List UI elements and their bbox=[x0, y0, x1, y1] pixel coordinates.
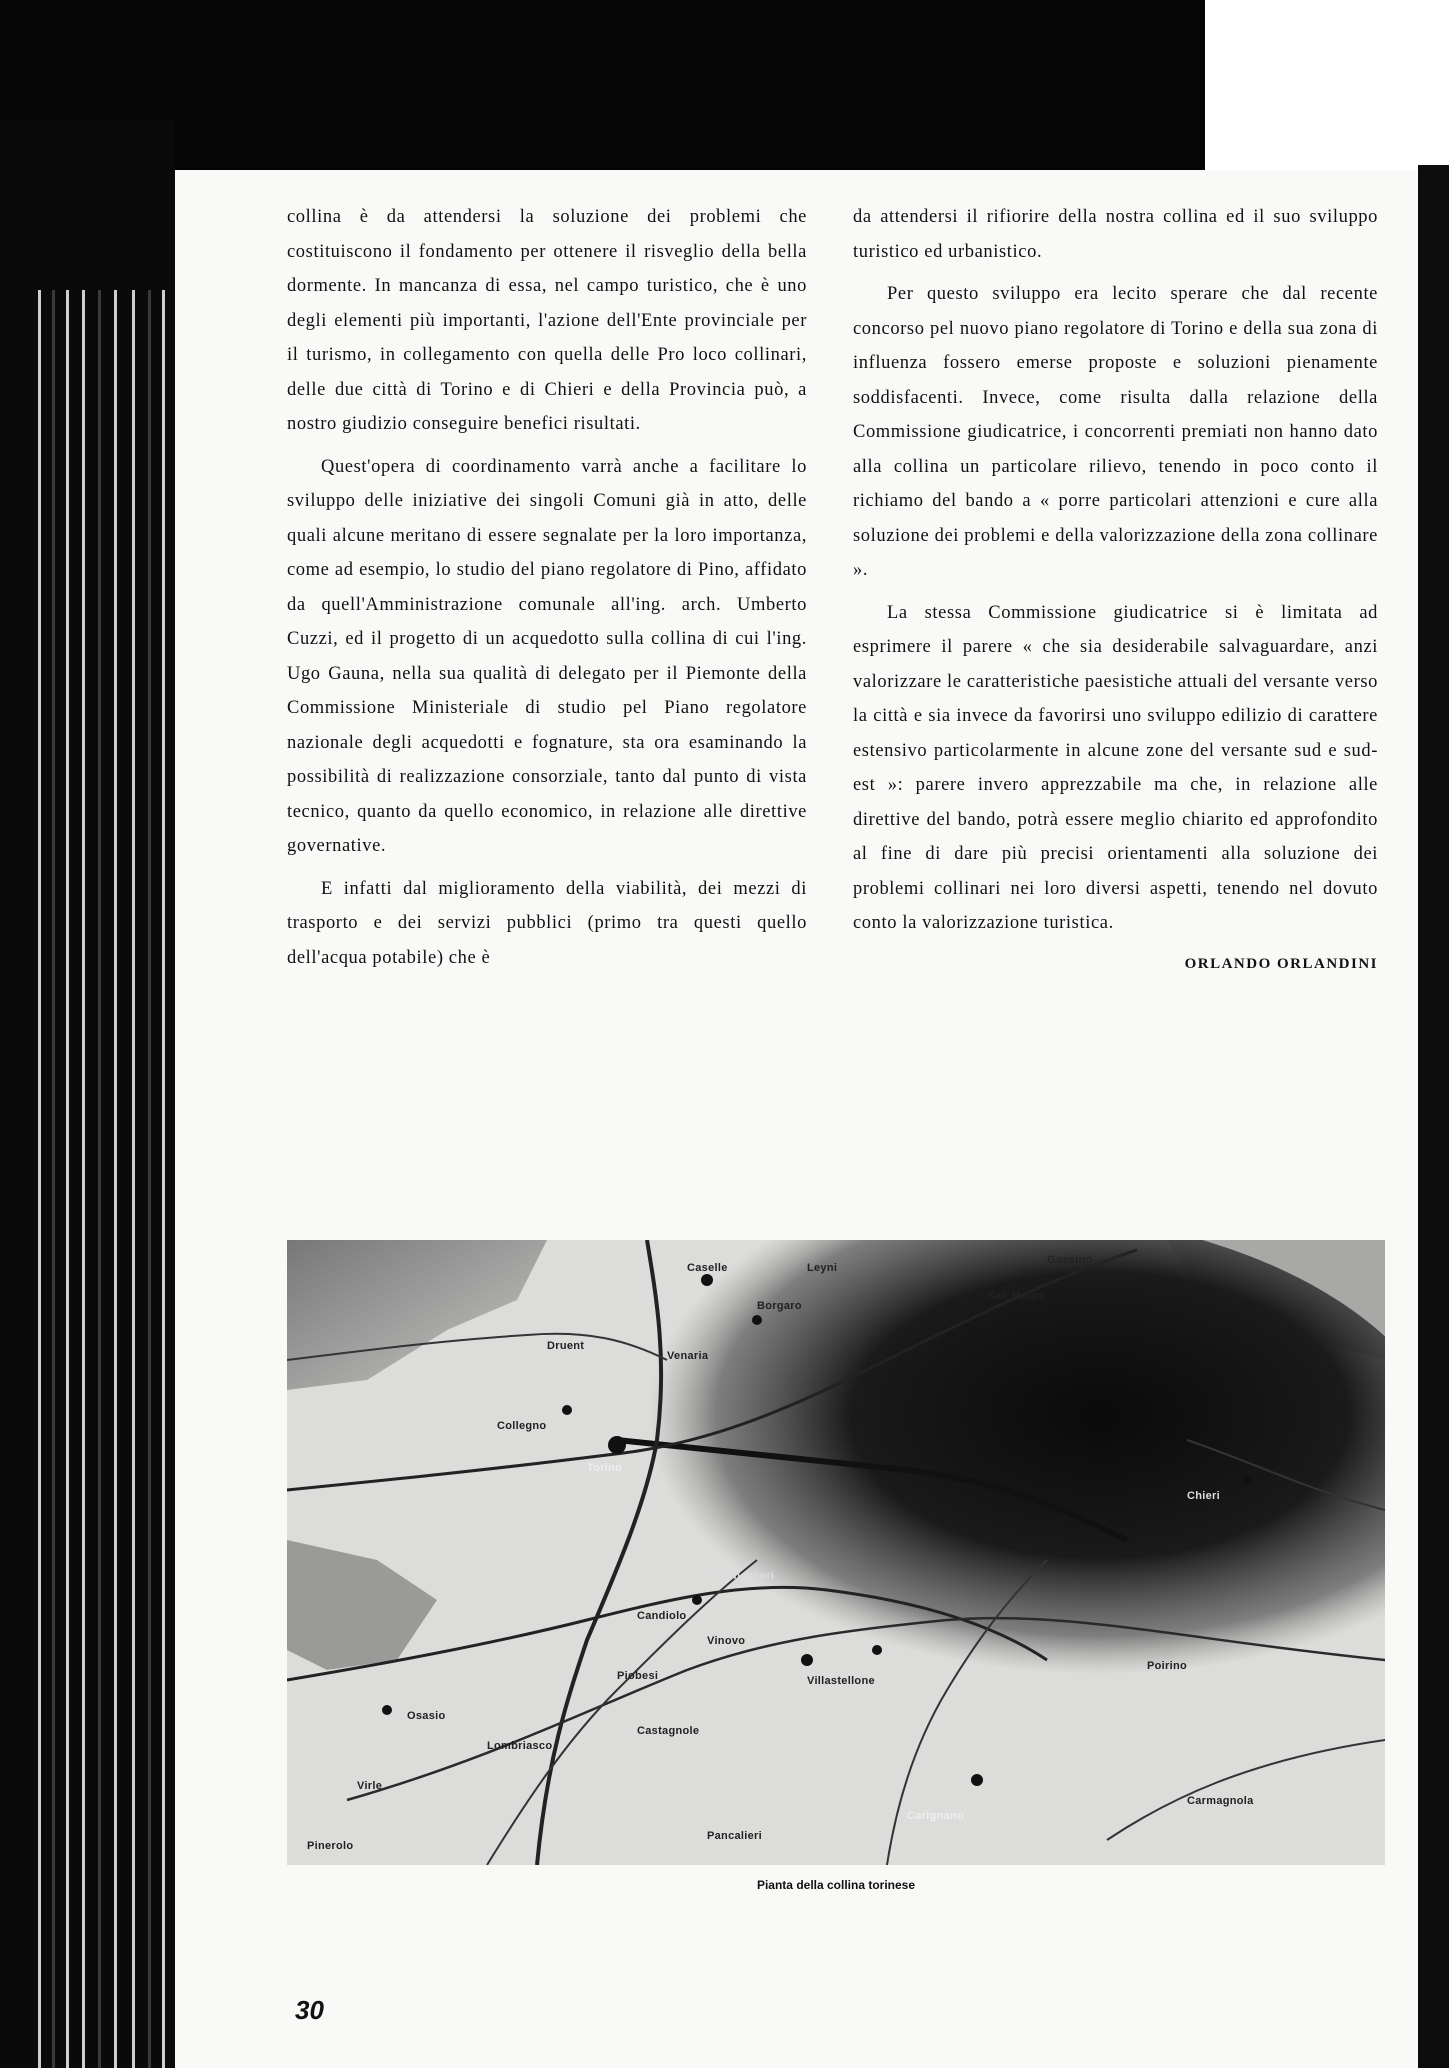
map-label: Candiolo bbox=[637, 1610, 687, 1622]
map-label: Villastellone bbox=[807, 1675, 875, 1687]
map-label: San Mauro bbox=[987, 1290, 1046, 1302]
map-label: Piobesi bbox=[617, 1670, 659, 1682]
map-label: Venaria bbox=[667, 1350, 709, 1362]
map-label: Carignano bbox=[907, 1810, 965, 1822]
map-label: Poirino bbox=[1147, 1660, 1187, 1672]
map-caption: Pianta della collina torinese bbox=[756, 1878, 916, 1892]
scan-background-top-right bbox=[1205, 0, 1449, 170]
map-label: Collegno bbox=[497, 1420, 547, 1432]
map-label: Castagnole bbox=[637, 1725, 700, 1737]
scan-background-top bbox=[0, 0, 1205, 170]
paragraph: collina è da attendersi la soluzione dei problemi che costituiscono il fondamento per ottenere il risveglio della bella dormente. In mancanza di essa, nel campo turistico, che è uno degli elementi più importanti, l'azione dell'Ente provinciale per il turismo, in collegamento con quella delle Pro loco collinari, delle due città di Torino e di Chieri e della Provincia può, a nostro giudizio conseguire benefici risultati. bbox=[287, 207, 807, 434]
map-label: Pancalieri bbox=[707, 1830, 762, 1842]
map-label: Gassino bbox=[1047, 1254, 1093, 1266]
map-image bbox=[287, 1240, 1385, 1865]
right-text-column bbox=[853, 200, 1378, 981]
paragraph: Per questo sviluppo era lecito sperare che dal recente concorso pel nuovo piano regolatore di Torino e della sua zona di influenza fossero emerse proposte e soluzioni pienamente soddisfacenti. Invece, come risulta dalla relazione della Commissione giudicatrice, i concorrenti premiati non hanno dato alla collina un particolare rilievo, tenendo in poco conto il richiamo del bando a « porre particolari attenzioni e cure alla soluzione dei problemi e della valorizzazione della zona collinare ». bbox=[853, 284, 1378, 580]
book-edge-left bbox=[0, 120, 175, 2068]
map-label: Chieri bbox=[1187, 1490, 1220, 1502]
map-figure bbox=[287, 1240, 1385, 1865]
page-number: 30 bbox=[295, 1995, 324, 2025]
map-label: Virle bbox=[357, 1780, 383, 1792]
document-page bbox=[175, 170, 1418, 2068]
map-label: Leyni bbox=[807, 1262, 838, 1274]
map-label: Torino bbox=[587, 1462, 623, 1474]
map-label: Vinovo bbox=[707, 1635, 746, 1647]
paragraph: da attendersi il rifiorire della nostra collina ed il suo sviluppo turistico ed urbanistico. bbox=[853, 207, 1378, 262]
map-label: Osasio bbox=[407, 1710, 446, 1722]
map-label: Moncalieri bbox=[717, 1570, 775, 1582]
paragraph: E infatti dal miglioramento della viabilità, dei mezzi di trasporto e dei servizi pubblici (primo tra questi quello dell'acqua potabile) che è bbox=[287, 878, 807, 968]
author-signature: ORLANDO ORLANDINI bbox=[1184, 955, 1378, 972]
map-label: Carmagnola bbox=[1187, 1795, 1254, 1807]
map-label: Caselle bbox=[687, 1262, 728, 1274]
book-edge-right bbox=[1418, 165, 1449, 2068]
left-text-column bbox=[287, 200, 807, 975]
map-label: Druent bbox=[547, 1340, 585, 1352]
map-label: Borgaro bbox=[757, 1300, 802, 1312]
paragraph: Quest'opera di coordinamento varrà anche a facilitare lo sviluppo delle iniziative dei singoli Comuni già in atto, delle quali alcune meritano di essere segnalate per la loro importanza, come ad esempio, lo studio del piano regolatore di Pino, affidato da quell'Amministrazione comunale all'ing. arch. Umberto Cuzzi, ed il progetto di un acquedotto sulla collina di cui l'ing. Ugo Gauna, nella sua qualità di delegato per il Piemonte della Commissione Ministeriale di studio pel Piano regolatore nazionale degli acquedotti e fognature, sta ora esaminando la possibilità di realizzazione consorziale, tanto dal punto di vista tecnico, quanto da quello economico, in relazione alle direttive governative. bbox=[287, 456, 807, 856]
map-label: Pinerolo bbox=[307, 1840, 354, 1852]
map-label: Lombriasco bbox=[487, 1740, 553, 1752]
paragraph: La stessa Commissione giudicatrice si è limitata ad esprimere il parere « che sia desiderabile salvaguardare, anzi valorizzare le caratteristiche paesistiche attuali del versante verso la città e sia invece da favorirsi uno sviluppo edilizio di carattere estensivo particolarmente in alcune zone del versante sud e sud-est »: parere invero apprezzabile ma che, in relazione alle direttive del bando, potrà essere meglio chiarito ed approfondito al fine di dare più precisi orientamenti alla soluzione dei problemi collinari nei loro diversi aspetti, tenendo nel dovuto conto la valorizzazione turistica. bbox=[853, 602, 1378, 933]
